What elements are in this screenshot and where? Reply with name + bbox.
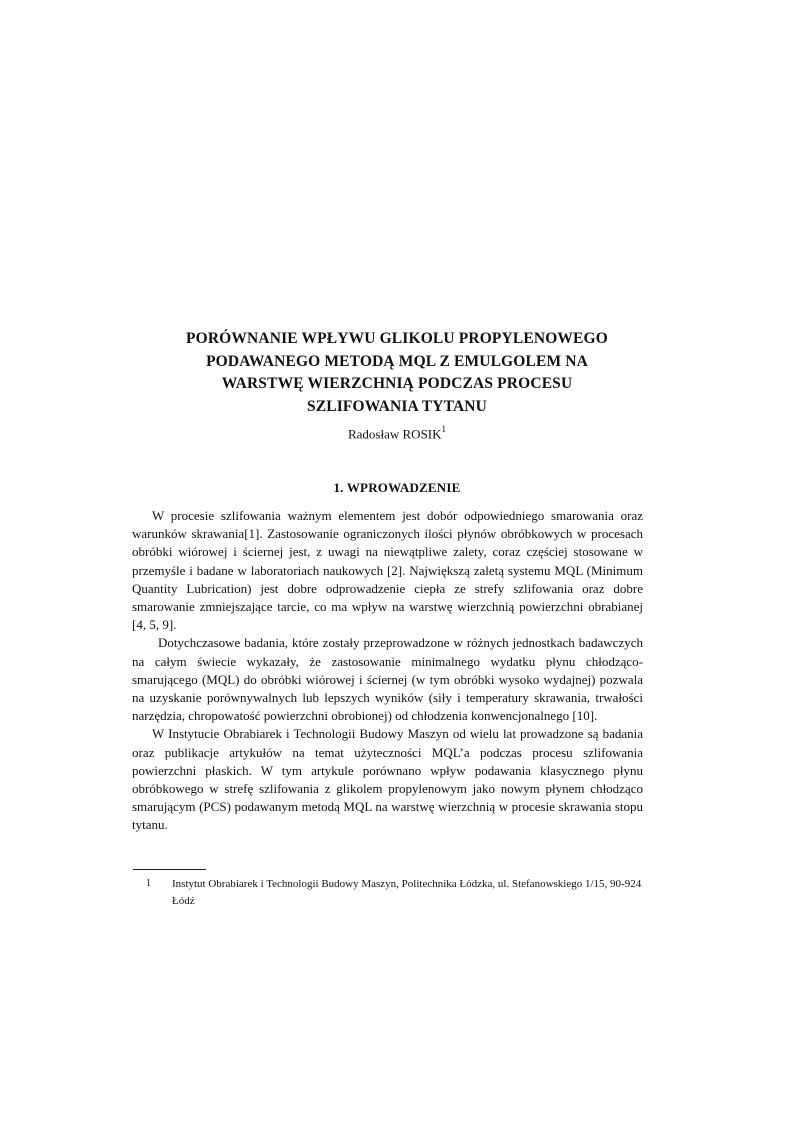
footnote-mark: 1 <box>146 878 151 889</box>
title-line: PODAWANEGO METODĄ MQL Z EMULGOLEM NA <box>206 352 588 370</box>
paper-title <box>150 328 644 418</box>
paragraph: Dotychczasowe badania, które zostały przeprowadzone w różnych jednostkach badawczych na całym świecie wykazały, że zastosowanie minimalnego wydatku płynu chłodząco-smarującego (MQL) do obróbki wiórowej i ściernej (w tym obróbki wysoko wydajnej) pozwala na uzyskanie porównywalnych lub lepszych wyników (siły i temperatury skrawania, trwałości narzędzia, chropowatość powierzchni obrobionej) od chłodzenia konwencjonalnego [10]. <box>132 635 643 724</box>
paragraph: W Instytucie Obrabiarek i Technologii Budowy Maszyn od wielu lat prowadzone są badania oraz publikacje artykułów na temat użyteczności MQL’a podczas procesu szlifowania powierzchni płaskich. W tym artykule porównano wpływ podawania klasycznego płynu obróbkowego w strefę szlifowania z glikolem propylenowym jako nowym płynem chłodząco smarującym (PCS) podawanym metodą MQL na warstwę wierzchnią w procesie skrawania stopu tytanu. <box>132 726 643 833</box>
footnote-divider <box>133 869 206 870</box>
author-line <box>150 425 644 442</box>
title-line: PORÓWNANIE WPŁYWU GLIKOLU PROPYLENOWEGO <box>186 330 608 347</box>
footnote-text: Instytut Obrabiarek i Technologii Budowy Maszyn, Politechnika Łódzka, ul. Stefanowskiego 1/15, 90-924 Łódź <box>172 878 642 907</box>
footnote <box>146 876 646 909</box>
author-name: Radosław ROSIK <box>347 426 442 442</box>
author-footnote-mark: 1 <box>441 424 447 434</box>
title-line: SZLIFOWANIA TYTANU <box>307 397 487 415</box>
paragraph: W procesie szlifowania ważnym elementem jest dobór odpowiedniego smarowania oraz warunków skrawania[1]. Zastosowanie ograniczonych ilości płynów obróbkowych w procesach obróbki wiórowej i ściernej jest, z uwagi na niewątpliwe zalety, coraz częściej stosowane w przemyśle i badane w laboratoriach naukowych [2]. Największą zaletą systemu MQL (Minimum Quantity Lubrication) jest dobre odprowadzenie ciepła ze strefy szlifowania oraz dobre smarowanie zmniejszające tarcie, co ma wpływ na warstwę wierzchnią powierzchni obrabianej [4, 5, 9]. <box>132 508 643 633</box>
section-heading: 1. WPROWADZENIE <box>333 480 461 495</box>
title-line: WARSTWĘ WIERZCHNIĄ PODCZAS PROCESU <box>221 375 573 392</box>
body-text <box>132 507 643 835</box>
